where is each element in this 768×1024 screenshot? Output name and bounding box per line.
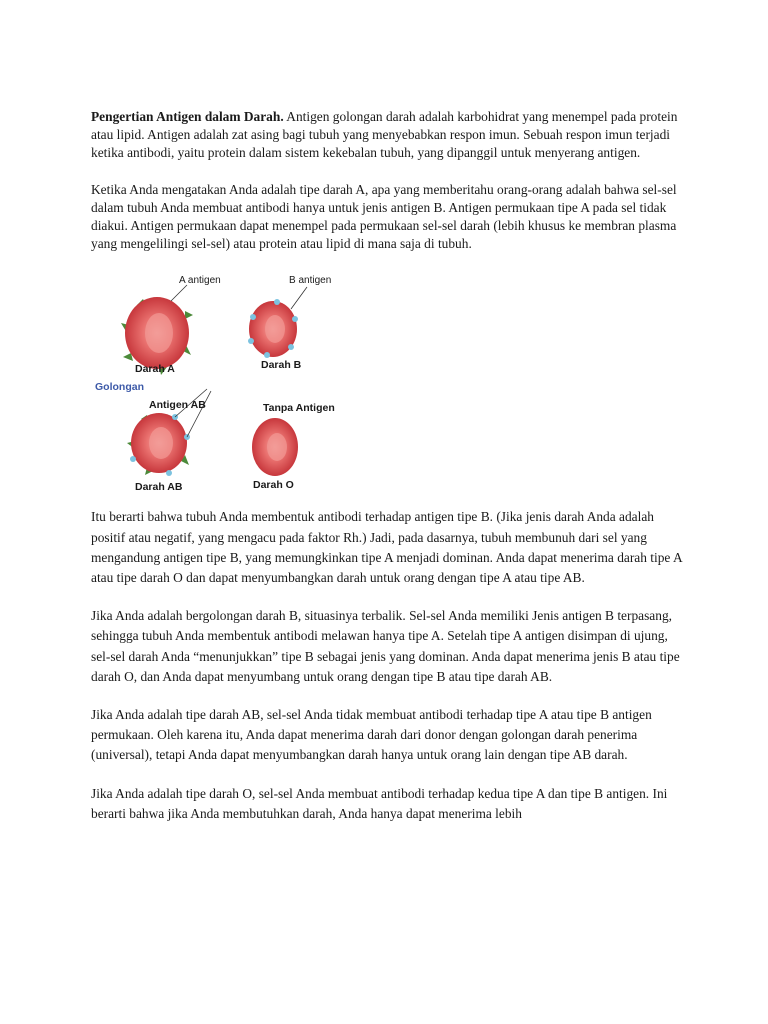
cell-darah-o: [252, 418, 298, 476]
label-tanpa-antigen: Tanpa Antigen: [263, 402, 335, 415]
paragraph-antibody-b: Itu berarti bahwa tubuh Anda membentuk antibodi terhadap antigen tipe B. (Jika jenis darah Anda adalah positif atau negatif, yang mengacu pada faktor Rh.) Jadi, pada dasarnya, tubuh membunuh dari sel yang mengandung antigen tipe B, yang memungkinkan tipe A menjadi dominan. Anda dapat menerima darah tipe A atau tipe darah O dan dapat menyumbangkan darah untuk orang dengan tipe A atau tipe AB.: [91, 509, 682, 586]
label-golongan: Golongan: [95, 381, 144, 394]
cell-darah-a: [121, 285, 193, 375]
paragraph-type-a: Ketika Anda mengatakan Anda adalah tipe darah A, apa yang memberitahu orang-orang adalah bahwa sel-sel dalam tubuh Anda membuat antibodi hanya untuk jenis antigen B. Antigen permukaan tipe A pada sel tidak diakui. Antigen permukaan dapat menempel pada permukaan sel-sel darah (lebih khusus ke membran plasma yang mengelilingi sel-sel) atau protein atau lipid di mana saja di tubuh.: [91, 181, 677, 252]
label-darah-o: Darah O: [253, 479, 294, 492]
label-b-antigen: B antigen: [289, 275, 332, 287]
document-page: [91, 108, 683, 842]
paragraph-intro-text: Antigen golongan darah adalah karbohidrat yang menempel pada protein atau lipid. Antigen adalah zat asing bagi tubuh yang menyebabkan respon imun. Sebuah respon imun terjadi ketika antibodi, yaitu protein dalam sistem kekebalan tubuh, yang dipanggil untuk menyerang antigen.: [91, 109, 678, 161]
paragraph-type-ab: Jika Anda adalah tipe darah AB, sel-sel Anda tidak membuat antibodi terhadap tipe A atau tipe B antigen permukaan. Oleh karena itu, Anda dapat menerima darah dari donor dengan golongan darah penerima (universal), tetapi Anda dapat menyumbangkan darah hanya untuk orang lain dengan tipe AB darah.: [91, 707, 652, 763]
paragraph-type-b: Jika Anda adalah bergolongan darah B, situasinya terbalik. Sel-sel Anda memiliki Jenis antigen B terpasang, sehingga tubuh Anda membentuk antibodi melawan hanya tipe A. Setelah tipe A antigen disimpan di ujung, sel-sel darah Anda “menunjukkan” tipe B sebagai jenis yang dominan. Anda dapat menerima jenis B atau tipe darah O, dan Anda dapat menyumbang untuk orang dengan tipe B atau tipe darah AB.: [91, 608, 680, 684]
paragraph-type-o: Jika Anda adalah tipe darah O, sel-sel Anda membuat antibodi terhadap kedua tipe A dan tipe B antigen. Ini berarti bahwa jika Anda membutuhkan darah, Anda hanya dapat menerima lebih: [91, 785, 668, 821]
label-darah-ab: Darah AB: [135, 481, 183, 494]
blood-type-figure: [91, 271, 371, 501]
paragraph-intro: [91, 108, 683, 163]
section-title: Pengertian Antigen dalam Darah.: [91, 109, 284, 124]
label-a-antigen: A antigen: [179, 275, 221, 287]
label-darah-a: Darah A: [135, 363, 175, 376]
cell-darah-b: [248, 287, 307, 358]
label-antigen-ab: Antigen AB: [149, 399, 206, 412]
label-darah-b: Darah B: [261, 359, 302, 372]
